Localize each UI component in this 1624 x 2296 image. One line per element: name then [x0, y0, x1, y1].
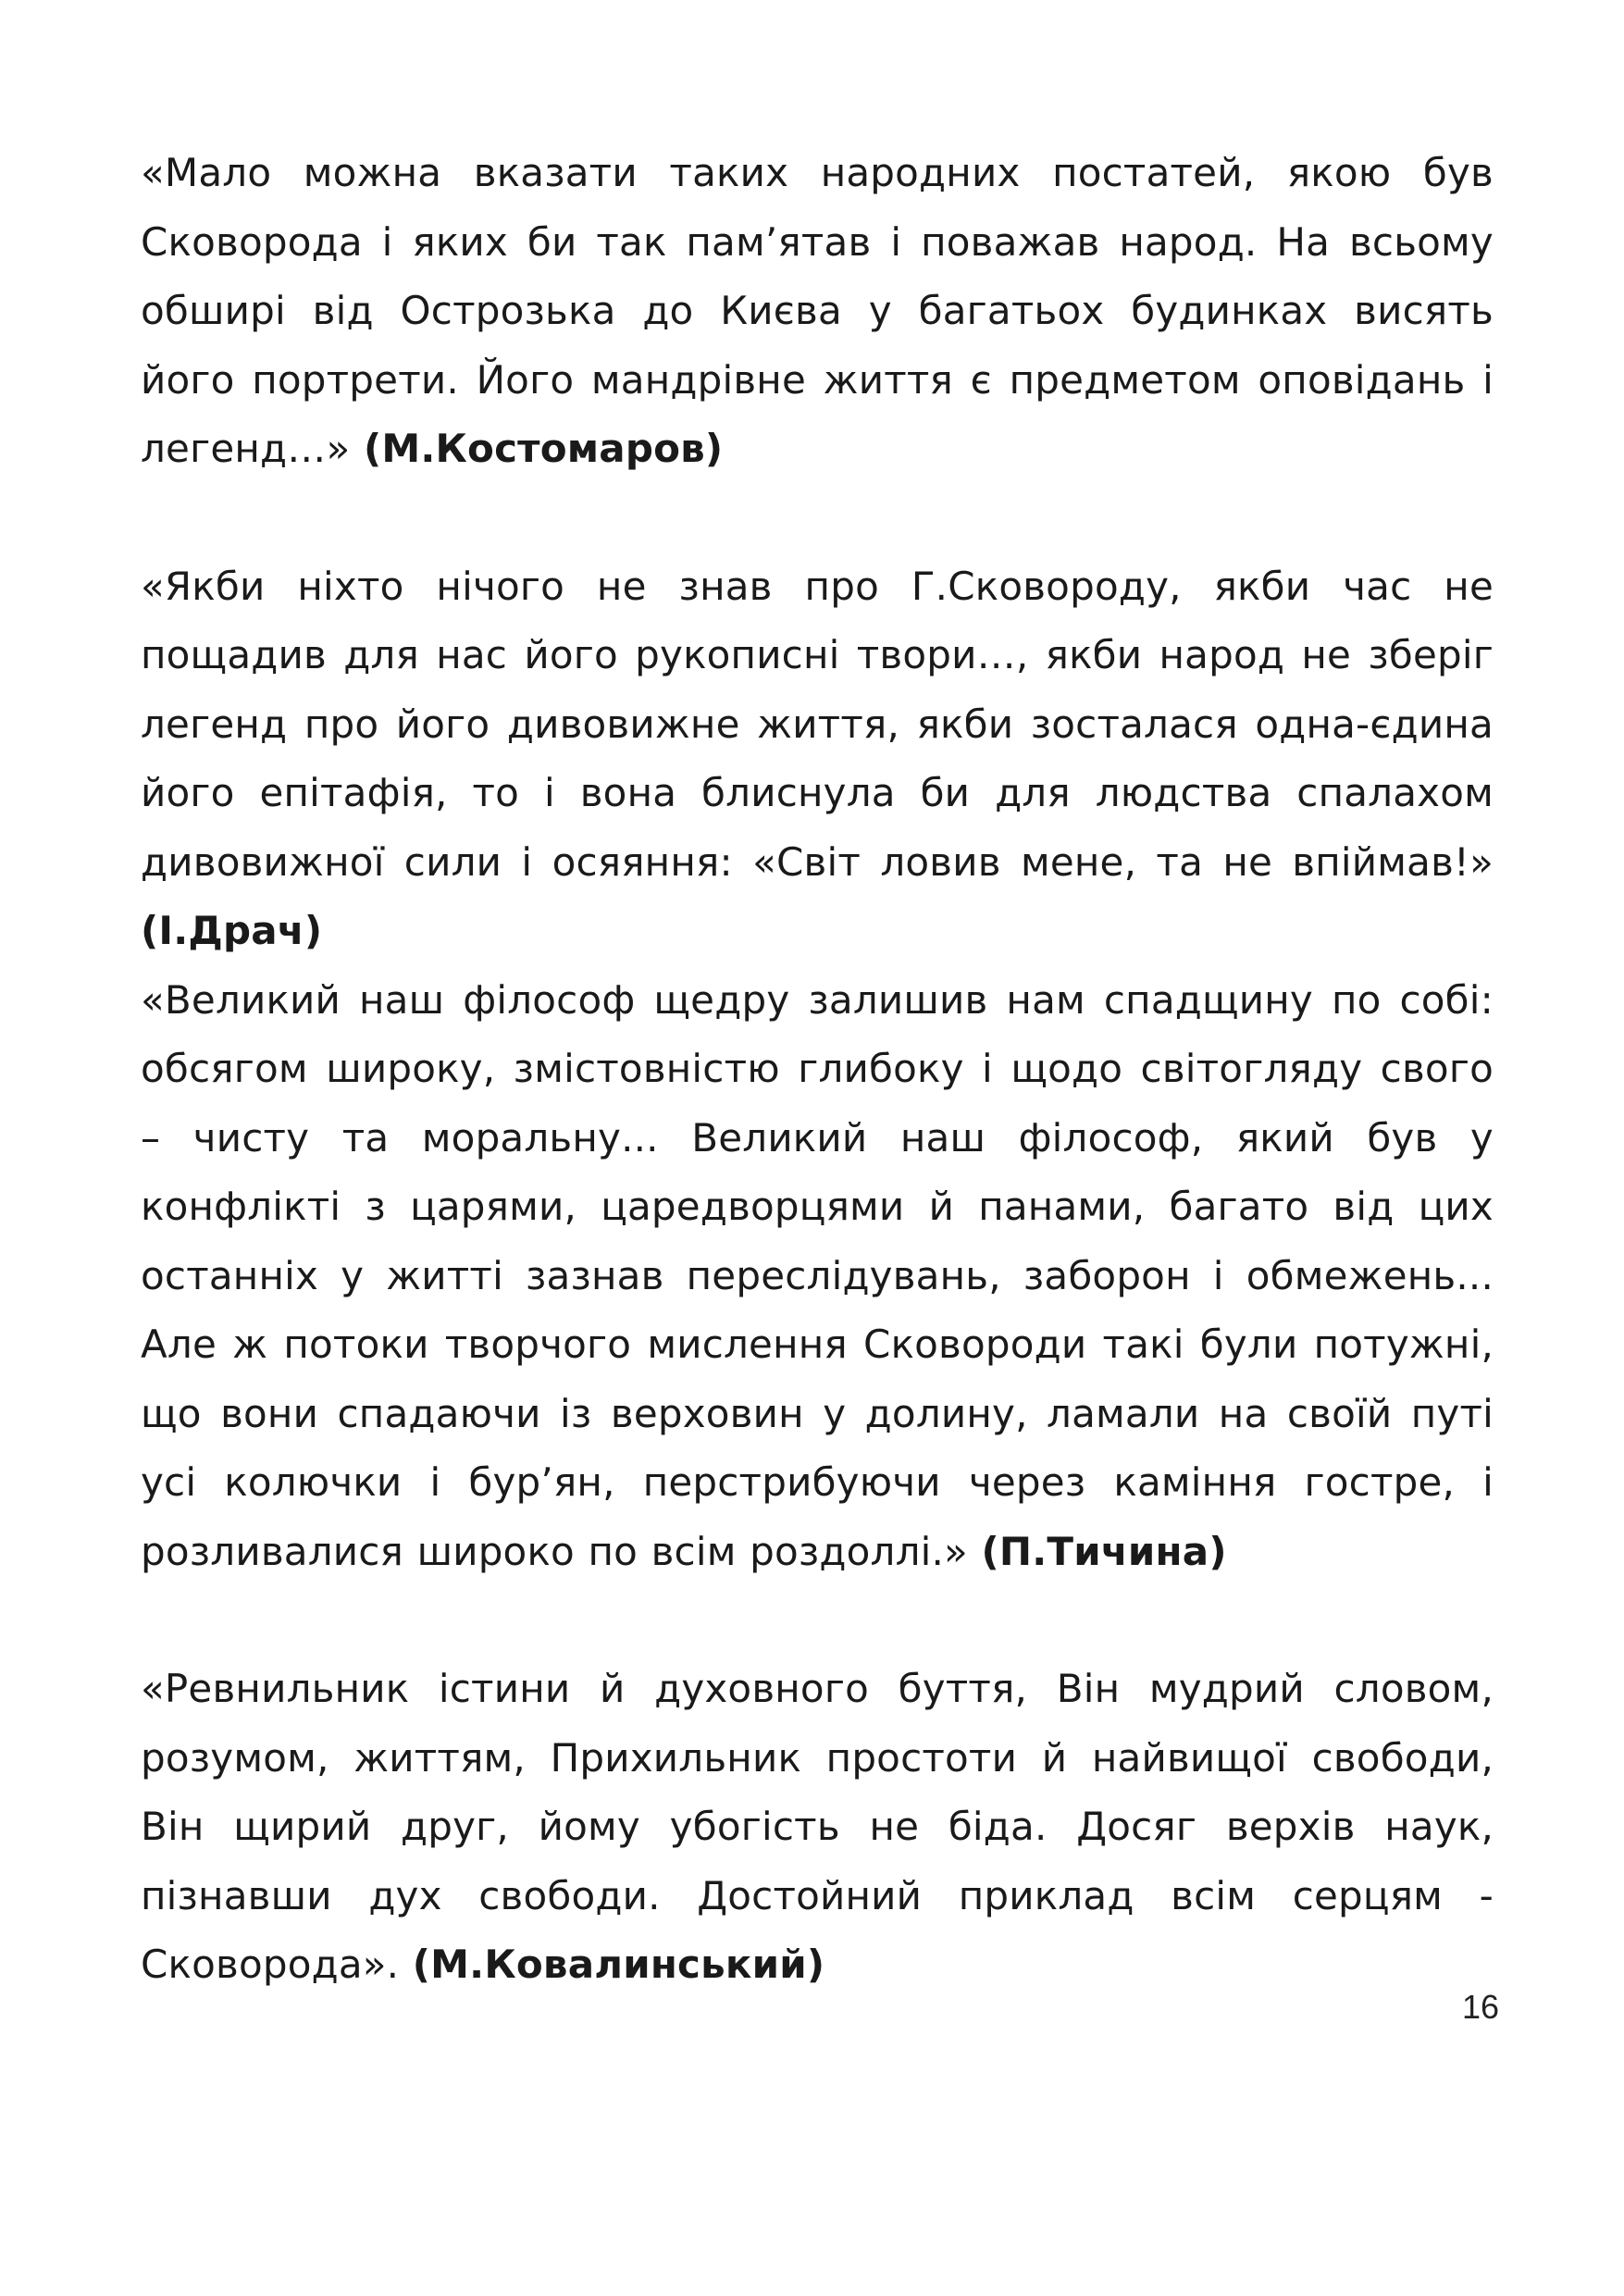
quote-kostomarov [141, 139, 1494, 484]
quote-kovalynskyi [141, 1655, 1494, 2000]
quote-author: (М.Костомаров) [363, 426, 724, 471]
quote-drach [141, 552, 1494, 966]
quote-author: (М.Ковалинський) [412, 1942, 825, 1987]
quote-text: «Великий наш філософ щедру залишив нам спадщину по собі: обсягом широку, змістовністю глибоку і щодо світогляду свого – чисту та моральну... Великий наш філософ, який був у конфлікті з царями, царедворцями й панами, багато від цих останніх у житті зазнав переслідувань, заборон і обмежень... Але ж потоки творчого мислення Сковороди такі були потужні, що вони спадаючи із верховин у долину, ламали на своїй путі усі колючки і бур’ян, перстрибуючи через каміння гостре, і розливалися широко по всім роздоллі.» [141, 976, 1494, 1574]
quote-author: (П.Тичина) [981, 1528, 1227, 1574]
quote-text: «Ревнильник істини й духовного буття, Він мудрий словом, розумом, життям, Прихильник простоти й найвищої свободи, Він щирий друг, йому убогість не біда. Досяг верхів наук, пізнавши дух свободи. Достойний приклад всім серцям - Сковорода». [141, 1666, 1494, 1987]
document-page [141, 139, 1494, 2000]
page-number: 16 [1461, 1988, 1499, 2026]
quote-author: (І.Драч) [141, 908, 323, 953]
quote-text: «Мало можна вказати таких народних постатей, якою був Сковорода і яких би так пам’ятав і поважав народ. На всьому обширі від Острозька до Києва у багатьох будинках висять його портрети. Його мандрівне життя є предметом оповідань і легенд…» [141, 150, 1494, 471]
quote-text: «Якби ніхто нічого не знав про Г.Сковороду, якби час не пощадив для нас його рукописні твори…, якби народ не зберіг легенд про його дивовижне життя, якби зосталася одна-єдина його епітафія, то і вона блиснула би для людства спалахом дивовижної сили і осяяння: «Світ ловив мене, та не впіймав!» [141, 563, 1494, 885]
quote-tychyna [141, 966, 1494, 1587]
